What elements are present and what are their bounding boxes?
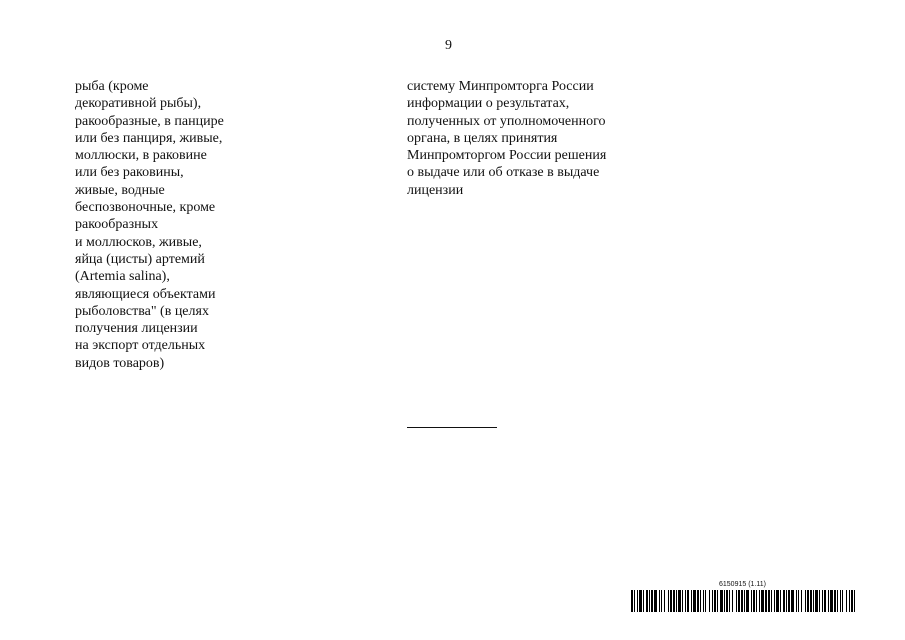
text-line: живые, водные [75,182,165,198]
text-line: и моллюсков, живые, [75,234,202,250]
left-column-text [75,78,295,372]
text-line: органа, в целях принятия [407,130,558,146]
text-line: или без раковины, [75,165,184,181]
text-line: Минпромторгом России решения [407,148,607,164]
text-line: о выдаче или об отказе в выдаче [407,165,600,181]
text-line: ракообразных [75,217,159,233]
text-line: декоративной рыбы), [75,96,202,112]
barcode-image [631,590,857,612]
end-of-table-rule [407,427,497,428]
text-line: ракообразные, в панцире [75,113,224,129]
text-line: лицензии [407,182,464,198]
text-line: или без панциря, живые, [75,130,223,146]
text-line: рыболовства" (в целях [75,303,209,319]
text-line: (Artemia salina), [75,269,170,285]
text-line: систему Минпромторга России [407,79,594,94]
barcode-caption: 6150915 (1.11) [719,581,766,588]
text-line: беспозвоночные, кроме [75,200,216,216]
text-line: рыба (кроме [75,79,149,94]
text-line: являющиеся объектами [75,286,216,302]
text-line: полученных от уполномоченного [407,113,606,129]
text-line: видов товаров) [75,355,165,371]
text-line: яйца (цисты) артемий [75,251,205,267]
text-line: информации о результатах, [407,96,570,112]
page-number: 9 [445,38,452,53]
right-column-text [407,78,647,199]
text-line: получения лицензии [75,321,198,337]
text-line: на экспорт отдельных [75,338,206,354]
text-line: моллюски, в раковине [75,148,207,164]
